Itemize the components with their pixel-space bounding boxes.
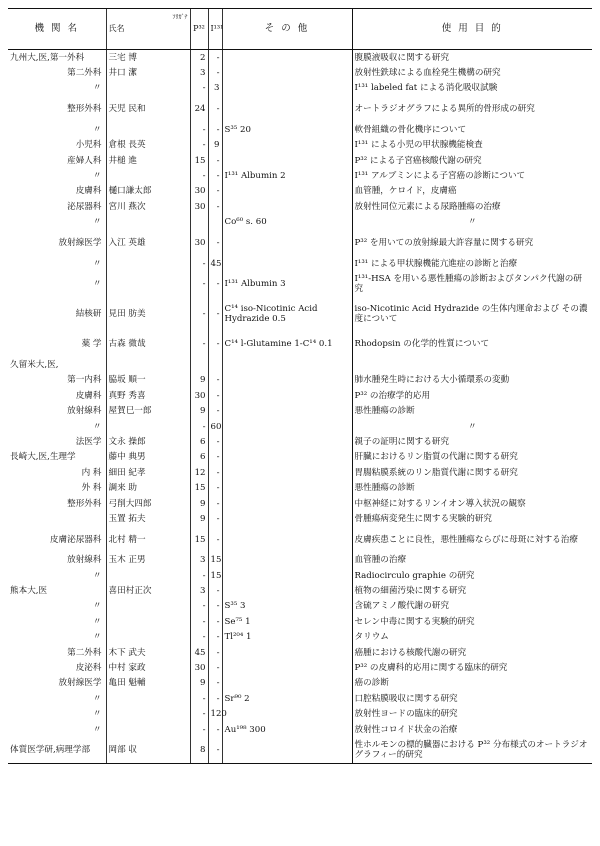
i131-cell: 45 <box>208 256 222 271</box>
other-cell <box>222 434 352 449</box>
table-row <box>8 199 592 214</box>
purpose-cell: 悪性腫瘍の診断 <box>352 480 592 495</box>
p32-cell: - <box>190 297 208 331</box>
table-row <box>8 403 592 418</box>
table-row <box>8 614 592 629</box>
i131-cell: - <box>208 676 222 691</box>
purpose-cell: 中枢神経に対するリンイオン導入状況の観察 <box>352 496 592 511</box>
document-page <box>8 8 592 830</box>
table-row <box>8 271 592 297</box>
other-cell: Co⁶⁰ s. 60 <box>222 215 352 230</box>
other-cell: S³⁵ 3 <box>222 599 352 614</box>
p32-cell: 15 <box>190 153 208 168</box>
table-row <box>8 331 592 357</box>
p32-cell: - <box>190 271 208 297</box>
table-row <box>8 419 592 434</box>
purpose-cell: 血管腫の治療 <box>352 553 592 568</box>
p32-cell: - <box>190 419 208 434</box>
i131-cell: - <box>208 96 222 122</box>
name-cell: 調来 助 <box>106 480 190 495</box>
header-purpose: 使 用 目 的 <box>352 9 592 50</box>
i131-cell: - <box>208 599 222 614</box>
purpose-cell: タリウム <box>352 630 592 645</box>
table-row <box>8 599 592 614</box>
other-cell <box>222 553 352 568</box>
other-cell <box>222 707 352 722</box>
name-cell <box>106 630 190 645</box>
name-cell <box>106 357 190 372</box>
i131-cell: - <box>208 465 222 480</box>
i131-cell: - <box>208 660 222 675</box>
table-row <box>8 630 592 645</box>
name-cell: 屋賀巳一郎 <box>106 403 190 418</box>
org-cell: 結核研 <box>75 309 102 320</box>
org-cell: 〃 <box>92 709 102 720</box>
p32-cell: 30 <box>190 660 208 675</box>
name-cell: 見田 肪美 <box>106 297 190 331</box>
org-cell: 放射線医学 <box>58 678 102 689</box>
org-cell: 第二外科 <box>67 68 102 79</box>
i131-cell: - <box>208 737 222 764</box>
org-cell: 〃 <box>92 124 102 135</box>
table-row <box>8 388 592 403</box>
table-row <box>8 496 592 511</box>
i131-cell: 9 <box>208 138 222 153</box>
i131-cell: 15 <box>208 568 222 583</box>
org-cell: 薬 学 <box>81 339 102 350</box>
p32-cell: - <box>190 722 208 737</box>
i131-cell: - <box>208 434 222 449</box>
p32-cell: 8 <box>190 737 208 764</box>
i131-cell: - <box>208 153 222 168</box>
name-cell: 玉置 拓夫 <box>106 511 190 526</box>
other-cell <box>222 388 352 403</box>
org-cell: 〃 <box>92 217 102 228</box>
p32-cell: - <box>190 599 208 614</box>
i131-cell: - <box>208 645 222 660</box>
other-cell: I¹³¹ Albumin 2 <box>222 168 352 183</box>
purpose-cell: 放射性同位元素による尿路腫瘍の治療 <box>352 199 592 214</box>
table-row <box>8 450 592 465</box>
name-cell <box>106 168 190 183</box>
org-cell: 〃 <box>92 632 102 643</box>
p32-cell <box>190 215 208 230</box>
purpose-cell: 癌腫における核酸代謝の研究 <box>352 645 592 660</box>
purpose-cell: オートラジオグラフによる異所的骨形成の研究 <box>352 96 592 122</box>
other-cell: Au¹⁹⁸ 300 <box>222 722 352 737</box>
org-cell: 小児科 <box>75 140 102 151</box>
other-cell: Tl²⁰⁴ 1 <box>222 630 352 645</box>
org-cell: 〃 <box>92 83 102 94</box>
other-cell <box>222 138 352 153</box>
org-cell: 〃 <box>92 258 102 269</box>
purpose-cell: 肺水腫発生時における大小循環系の変動 <box>352 373 592 388</box>
purpose-cell <box>352 357 592 372</box>
i131-cell: - <box>208 297 222 331</box>
i131-cell: - <box>208 691 222 706</box>
other-cell <box>222 496 352 511</box>
name-cell <box>106 599 190 614</box>
org-cell: 放射線科 <box>67 406 102 417</box>
i131-cell: - <box>208 388 222 403</box>
other-cell <box>222 184 352 199</box>
other-cell <box>222 676 352 691</box>
table-row <box>8 138 592 153</box>
i131-cell: - <box>208 271 222 297</box>
org-cell: 〃 <box>92 693 102 704</box>
p32-cell: 9 <box>190 403 208 418</box>
p32-cell: - <box>190 331 208 357</box>
name-cell: 天児 民和 <box>106 96 190 122</box>
name-cell <box>106 81 190 96</box>
header-org: 機 関 名 <box>8 9 106 50</box>
i131-cell: - <box>208 50 222 66</box>
i131-cell: - <box>208 450 222 465</box>
name-cell: 井口 潔 <box>106 65 190 80</box>
p32-cell: - <box>190 168 208 183</box>
org-cell: 内 科 <box>81 467 102 478</box>
other-cell <box>222 480 352 495</box>
other-cell <box>222 256 352 271</box>
purpose-cell: 悪性腫瘍の診断 <box>352 403 592 418</box>
other-cell <box>222 527 352 553</box>
p32-cell: - <box>190 707 208 722</box>
i131-cell: 3 <box>208 81 222 96</box>
table-row <box>8 230 592 256</box>
table-row <box>8 153 592 168</box>
org-cell: 産婦人科 <box>67 155 102 166</box>
p32-cell: - <box>190 630 208 645</box>
org-cell: 放射線医学 <box>58 237 102 248</box>
p32-cell: 3 <box>190 583 208 598</box>
table-row <box>8 357 592 372</box>
org-cell: 体質医学研,病理学部 <box>8 737 106 764</box>
org-cell: 皮膚科 <box>75 390 102 401</box>
i131-cell: - <box>208 630 222 645</box>
p32-cell: 9 <box>190 373 208 388</box>
table-row <box>8 568 592 583</box>
p32-cell: 30 <box>190 184 208 199</box>
purpose-cell: 肝臓におけるリン脂質の代謝に関する研究 <box>352 450 592 465</box>
purpose-cell: 〃 <box>352 419 592 434</box>
org-cell: 〃 <box>92 421 102 432</box>
name-cell <box>106 722 190 737</box>
i131-cell: - <box>208 614 222 629</box>
header-name-label: 氏名 <box>108 24 125 33</box>
table-row <box>8 691 592 706</box>
name-cell: 真野 秀喜 <box>106 388 190 403</box>
i131-cell: - <box>208 184 222 199</box>
name-cell <box>106 419 190 434</box>
other-cell <box>222 50 352 66</box>
org-cell: 皮膚科 <box>75 186 102 197</box>
table-row <box>8 465 592 480</box>
other-cell <box>222 373 352 388</box>
other-cell <box>222 357 352 372</box>
header-name-furigana: ﾌﾘｶﾞﾅ <box>172 14 188 21</box>
other-cell: Se⁷⁵ 1 <box>222 614 352 629</box>
other-cell <box>222 403 352 418</box>
purpose-cell: 血管腫，ケロイド，皮膚癌 <box>352 184 592 199</box>
name-cell: 宮川 燕次 <box>106 199 190 214</box>
other-cell <box>222 199 352 214</box>
p32-cell: 30 <box>190 230 208 256</box>
table-row <box>8 297 592 331</box>
name-cell <box>106 122 190 137</box>
p32-cell: - <box>190 614 208 629</box>
name-cell: 文永 操郎 <box>106 434 190 449</box>
p32-cell: 3 <box>190 65 208 80</box>
table-body <box>8 50 592 764</box>
other-cell <box>222 65 352 80</box>
table-row <box>8 434 592 449</box>
name-cell <box>106 568 190 583</box>
table-row <box>8 707 592 722</box>
other-cell <box>222 450 352 465</box>
p32-cell: 9 <box>190 511 208 526</box>
p32-cell: 9 <box>190 676 208 691</box>
name-cell <box>106 256 190 271</box>
p32-cell: 2 <box>190 50 208 66</box>
p32-cell: 3 <box>190 553 208 568</box>
name-cell: 脇坂 順一 <box>106 373 190 388</box>
purpose-cell: 〃 <box>352 215 592 230</box>
org-cell: 〃 <box>92 724 102 735</box>
name-cell: 藤中 典男 <box>106 450 190 465</box>
i131-cell: - <box>208 527 222 553</box>
name-cell: 亀田 魁輔 <box>106 676 190 691</box>
org-cell: 第二外科 <box>67 647 102 658</box>
purpose-cell: I¹³¹-HSA を用いる悪性腫瘍の診断およびタンパク代謝の研究 <box>352 271 592 297</box>
i131-cell: - <box>208 331 222 357</box>
i131-cell: - <box>208 480 222 495</box>
org-cell: 〃 <box>92 279 102 290</box>
org-cell <box>8 511 106 526</box>
table-row <box>8 50 592 66</box>
name-cell <box>106 271 190 297</box>
p32-cell: 45 <box>190 645 208 660</box>
purpose-cell: 癌の診断 <box>352 676 592 691</box>
table-row <box>8 215 592 230</box>
org-cell: 〃 <box>92 616 102 627</box>
purpose-cell: 骨腫瘍病変発生に関する実験的研究 <box>352 511 592 526</box>
name-cell: 中村 家政 <box>106 660 190 675</box>
table-row <box>8 527 592 553</box>
i131-cell: - <box>208 373 222 388</box>
name-cell: 樋口謙太郎 <box>106 184 190 199</box>
table-row <box>8 96 592 122</box>
name-cell <box>106 707 190 722</box>
name-cell <box>106 614 190 629</box>
purpose-cell: P³² の皮膚科的応用に関する臨床的研究 <box>352 660 592 675</box>
purpose-cell: I¹³¹ による小児の甲状腺機能検査 <box>352 138 592 153</box>
header-p32: P³² <box>190 9 208 50</box>
org-cell: 泌尿器科 <box>67 201 102 212</box>
purpose-cell: セレン中毒に関する実験的研究 <box>352 614 592 629</box>
table-row <box>8 480 592 495</box>
other-cell <box>222 511 352 526</box>
table-row <box>8 553 592 568</box>
table-row <box>8 737 592 764</box>
header-other: そ の 他 <box>222 9 352 50</box>
i131-cell: - <box>208 511 222 526</box>
org-cell: 〃 <box>92 171 102 182</box>
purpose-cell: 胃腸粘膜系統のリン脂質代謝に関する研究 <box>352 465 592 480</box>
table-row <box>8 645 592 660</box>
i131-cell: 120 <box>208 707 222 722</box>
other-cell <box>222 81 352 96</box>
org-cell: 久留米大,医, <box>10 359 59 370</box>
purpose-cell: 口腔粘膜吸収に関する研究 <box>352 691 592 706</box>
purpose-cell: P³² による子宮癌核酸代謝の研究 <box>352 153 592 168</box>
org-cell: 整形外科 <box>67 498 102 509</box>
other-cell <box>222 583 352 598</box>
org-cell: 皮泌科 <box>75 663 102 674</box>
i131-cell: - <box>208 496 222 511</box>
name-cell <box>106 215 190 230</box>
p32-cell: 30 <box>190 388 208 403</box>
purpose-cell: P³² の治療学的応用 <box>352 388 592 403</box>
other-cell <box>222 660 352 675</box>
i131-cell: - <box>208 722 222 737</box>
purpose-cell: I¹³¹ アルブミンによる子宮癌の診断について <box>352 168 592 183</box>
purpose-cell: 軟骨組織の骨化機序について <box>352 122 592 137</box>
p32-cell: - <box>190 81 208 96</box>
table-row <box>8 65 592 80</box>
org-cell: 皮膚泌尿器科 <box>49 534 102 545</box>
other-cell: C¹⁴ iso-Nicotinic Acid Hydrazide 0.5 <box>222 297 352 331</box>
name-cell <box>106 691 190 706</box>
i131-cell <box>208 357 222 372</box>
header-name <box>106 9 190 50</box>
purpose-cell: 植物の細菌汚染に関する研究 <box>352 583 592 598</box>
i131-cell: - <box>208 583 222 598</box>
table-row <box>8 660 592 675</box>
i131-cell: - <box>208 403 222 418</box>
p32-cell: 24 <box>190 96 208 122</box>
name-cell: 古森 微哉 <box>106 331 190 357</box>
purpose-cell: 性ホルモンの標的臓器における P³² 分布様式のオートラジオグラフィー的研究 <box>352 737 592 764</box>
purpose-cell: P³² を用いての放射線最大許容量に関する研究 <box>352 230 592 256</box>
name-cell: 弓削大四郎 <box>106 496 190 511</box>
i131-cell: - <box>208 230 222 256</box>
table-row <box>8 511 592 526</box>
name-cell: 細田 紀孝 <box>106 465 190 480</box>
p32-cell: 15 <box>190 527 208 553</box>
org-cell: 熊本大,医 <box>10 586 48 597</box>
i131-cell: 15 <box>208 553 222 568</box>
purpose-cell: Radiocirculo graphie の研究 <box>352 568 592 583</box>
org-cell: 〃 <box>92 570 102 581</box>
name-cell: 入江 英雄 <box>106 230 190 256</box>
name-cell: 玉木 正男 <box>106 553 190 568</box>
p32-cell: - <box>190 256 208 271</box>
other-cell <box>222 737 352 764</box>
org-cell: 放射線科 <box>67 555 102 566</box>
isotope-usage-table <box>8 8 592 764</box>
name-cell: 木下 武夫 <box>106 645 190 660</box>
p32-cell: 12 <box>190 465 208 480</box>
other-cell: C¹⁴ l-Glutamine 1-C¹⁴ 0.1 <box>222 331 352 357</box>
p32-cell: - <box>190 122 208 137</box>
name-cell: 井槌 進 <box>106 153 190 168</box>
table-header-row <box>8 9 592 50</box>
table-row <box>8 373 592 388</box>
name-cell: 倉根 長英 <box>106 138 190 153</box>
other-cell: I¹³¹ Albumin 3 <box>222 271 352 297</box>
purpose-cell: 含硫アミノ酸代謝の研究 <box>352 599 592 614</box>
p32-cell: 6 <box>190 434 208 449</box>
table-row <box>8 676 592 691</box>
name-cell: 三宅 博 <box>106 50 190 66</box>
i131-cell: - <box>208 65 222 80</box>
other-cell: S³⁵ 20 <box>222 122 352 137</box>
table-row <box>8 81 592 96</box>
table-row <box>8 168 592 183</box>
purpose-cell: Rhodopsin の化学的性質について <box>352 331 592 357</box>
other-cell: Sr⁹⁰ 2 <box>222 691 352 706</box>
other-cell <box>222 153 352 168</box>
purpose-cell: I¹³¹ labeled fat による消化吸収試験 <box>352 81 592 96</box>
i131-cell: - <box>208 199 222 214</box>
p32-cell: - <box>190 568 208 583</box>
org-cell: 法医学 <box>75 436 102 447</box>
i131-cell: - <box>208 168 222 183</box>
table-row <box>8 256 592 271</box>
name-cell: 北村 精一 <box>106 527 190 553</box>
table-row <box>8 184 592 199</box>
purpose-cell: 腹膜液吸収に関する研究 <box>352 50 592 66</box>
table-row <box>8 122 592 137</box>
purpose-cell: iso-Nicotinic Acid Hydrazide の生体内運命および その濃度について <box>352 297 592 331</box>
table-row <box>8 583 592 598</box>
i131-cell <box>208 215 222 230</box>
p32-cell: - <box>190 138 208 153</box>
other-cell <box>222 645 352 660</box>
purpose-cell: 放射性コロイド状金の治療 <box>352 722 592 737</box>
name-cell: 喜田村正次 <box>106 583 190 598</box>
other-cell <box>222 419 352 434</box>
name-cell: 岡部 収 <box>106 737 190 764</box>
purpose-cell: 親子の証明に関する研究 <box>352 434 592 449</box>
purpose-cell: 皮膚疾患ことに良性，悪性腫瘍ならびに母斑に対する治療 <box>352 527 592 553</box>
org-cell: 第一内科 <box>67 375 102 386</box>
org-cell: 整形外科 <box>67 104 102 115</box>
other-cell <box>222 465 352 480</box>
p32-cell: 6 <box>190 450 208 465</box>
p32-cell: 9 <box>190 496 208 511</box>
table-row <box>8 722 592 737</box>
i131-cell: 60 <box>208 419 222 434</box>
org-cell: 外 科 <box>81 483 102 494</box>
purpose-cell: I¹³¹ による甲状腺機能亢進症の診断と治療 <box>352 256 592 271</box>
other-cell <box>222 230 352 256</box>
other-cell <box>222 568 352 583</box>
header-i131: I¹³¹ <box>208 9 222 50</box>
other-cell <box>222 96 352 122</box>
purpose-cell: 放射性鉄球による血栓発生機構の研究 <box>352 65 592 80</box>
org-cell: 長崎大,医,生理学 <box>10 452 76 463</box>
p32-cell: - <box>190 691 208 706</box>
purpose-cell: 放射性ヨードの臨床的研究 <box>352 707 592 722</box>
p32-cell <box>190 357 208 372</box>
i131-cell: - <box>208 122 222 137</box>
org-cell: 九州大,医,第一外科 <box>10 52 85 63</box>
p32-cell: 30 <box>190 199 208 214</box>
org-cell: 〃 <box>92 601 102 612</box>
p32-cell: 15 <box>190 480 208 495</box>
